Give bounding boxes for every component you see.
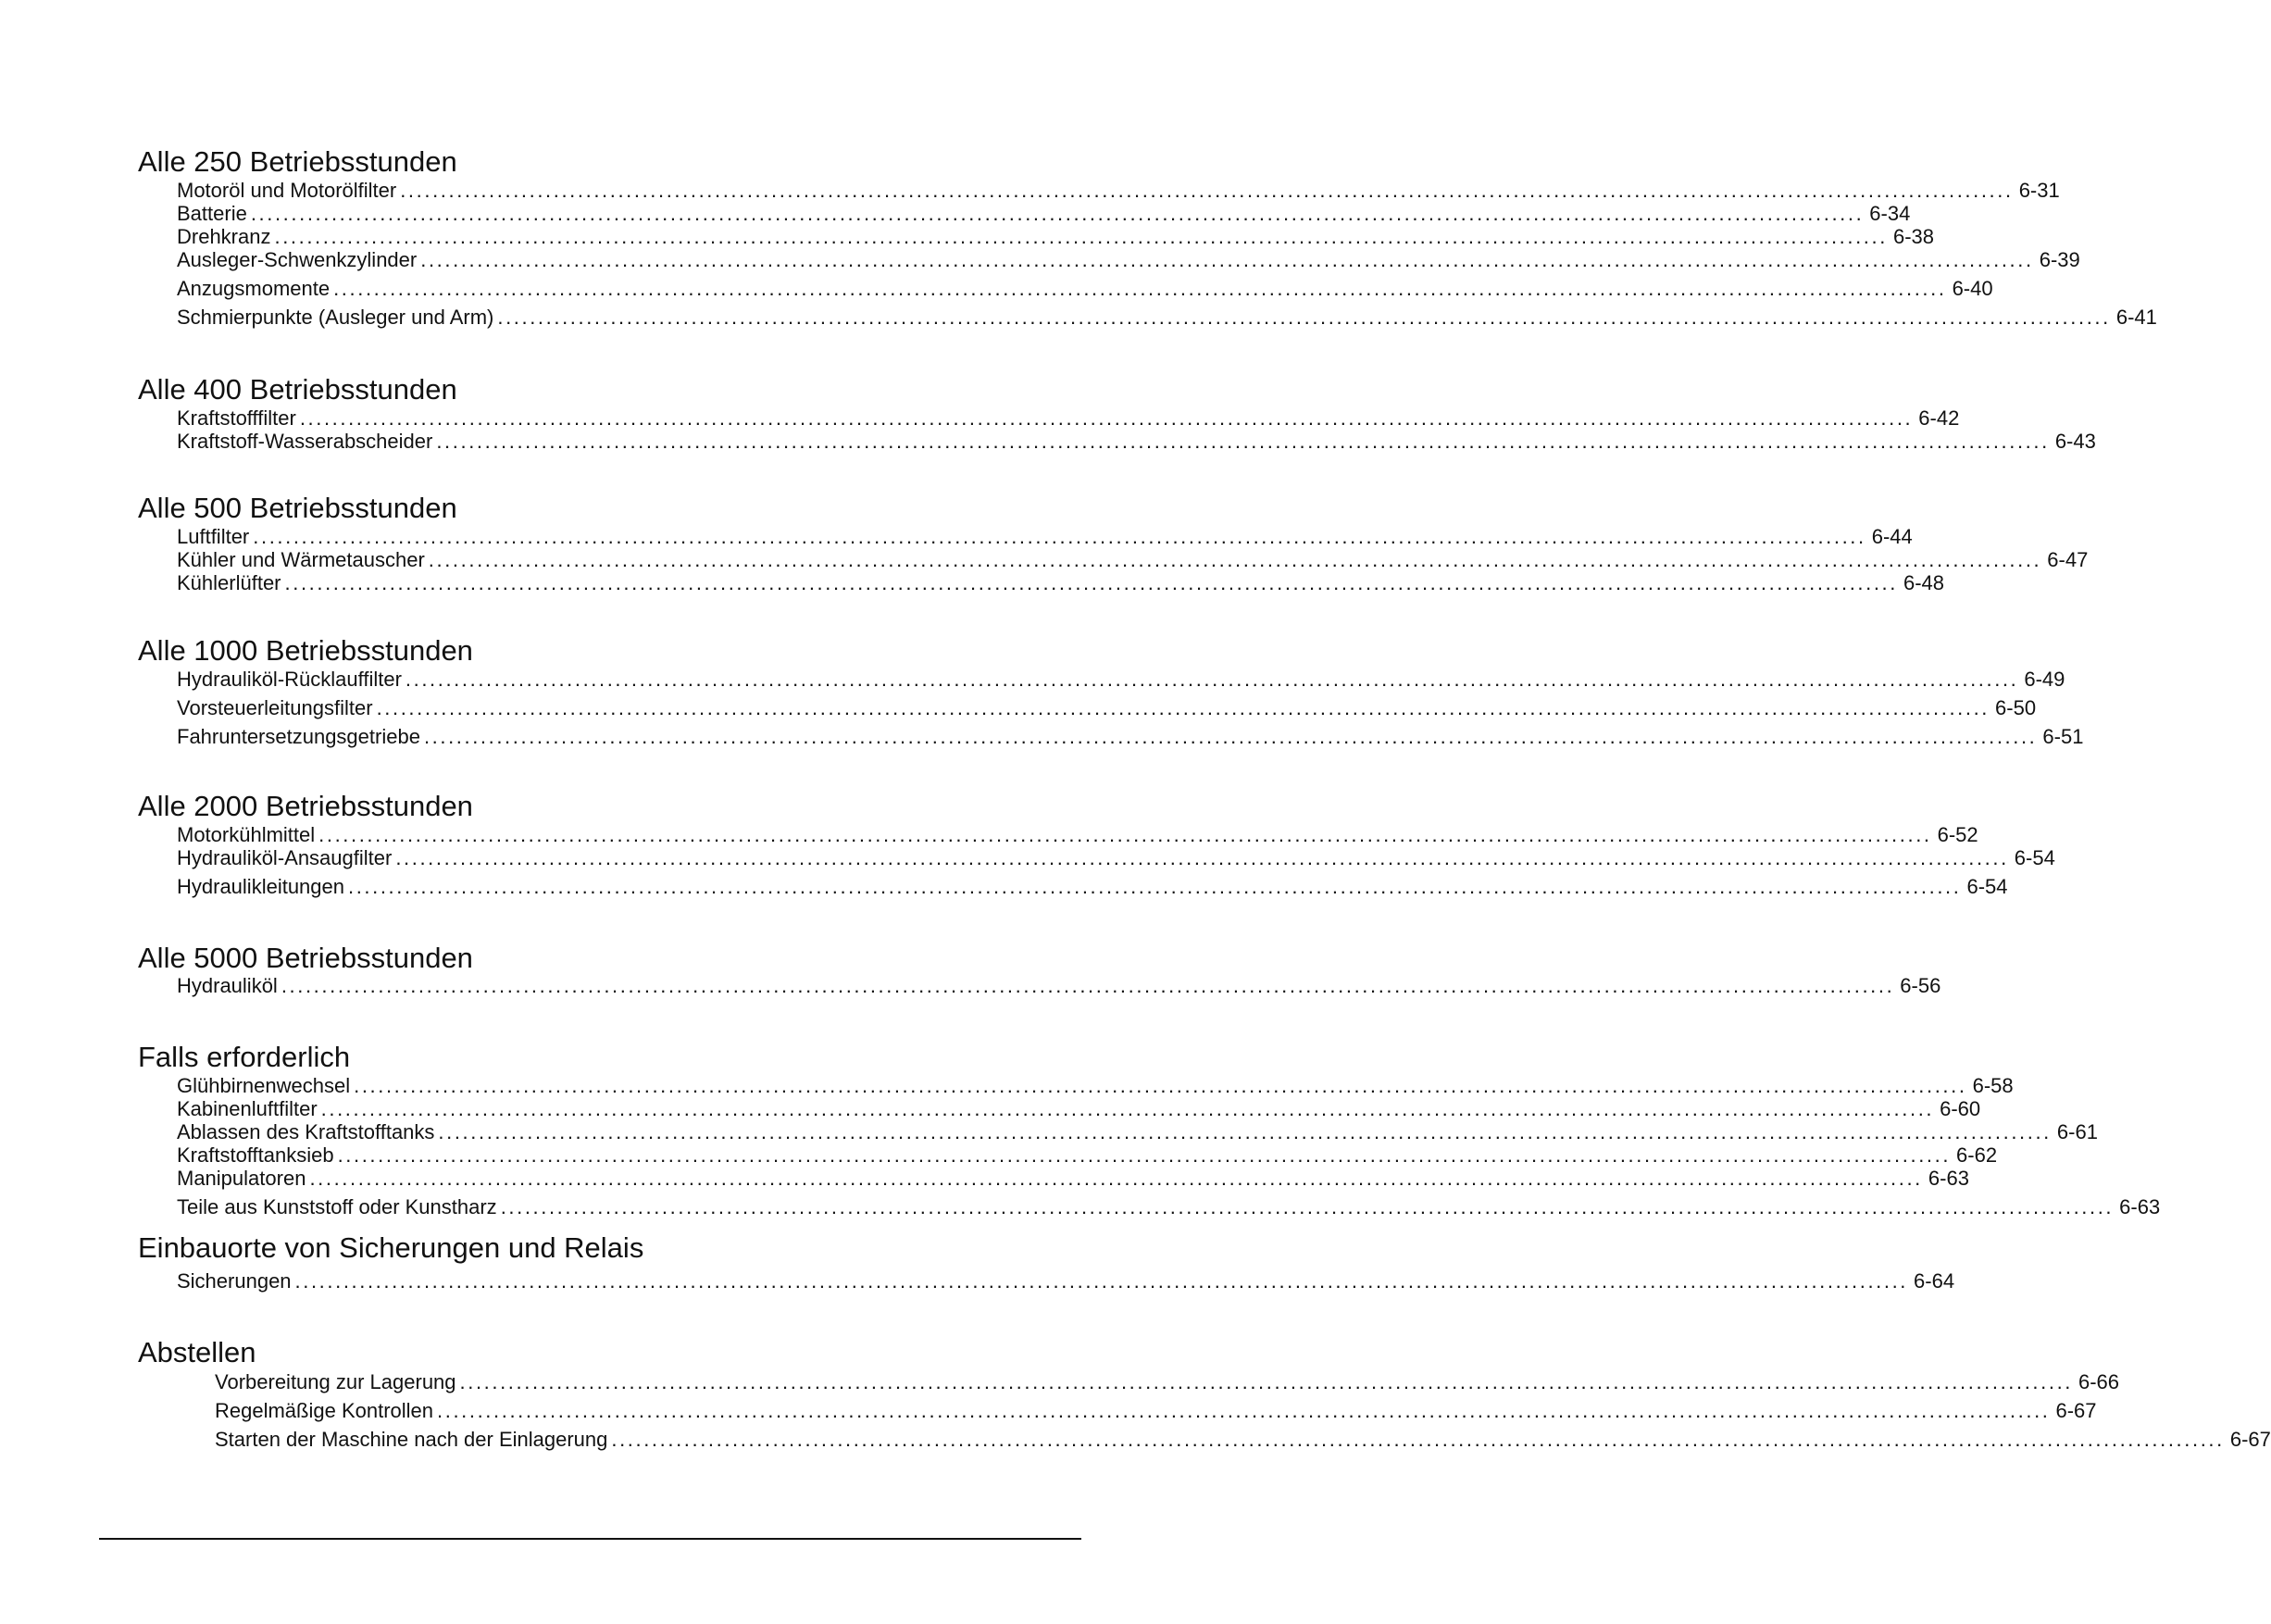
toc-entry-page: 6-31 [2018, 179, 2060, 202]
toc-entry-page: 6-50 [1995, 696, 2037, 719]
toc-entry-page: 6-38 [1892, 225, 1934, 248]
dot-leader: ........................................................................................................................................................................................................ [400, 179, 2014, 202]
toc-entry-label: Glühbirnenwechsel [177, 1074, 351, 1097]
toc-entry[interactable] [177, 1195, 2161, 1219]
toc-entry[interactable] [177, 225, 1934, 249]
toc-entry[interactable] [177, 1097, 1981, 1121]
toc-entry-page: 6-64 [1914, 1269, 1955, 1293]
toc-entry[interactable] [177, 202, 1911, 226]
toc-entry-label: Motoröl und Motorölfilter [177, 179, 397, 202]
toc-entry-label: Fahruntersetzungsgetriebe [177, 725, 420, 748]
toc-entry-label: Hydraulikleitungen [177, 875, 344, 898]
toc-entry[interactable] [215, 1399, 2097, 1423]
toc-entry-page: 6-48 [1903, 571, 1945, 594]
toc-entry[interactable] [177, 179, 2060, 203]
dot-leader: ........................................................................................................................................................................................................ [428, 548, 2042, 571]
dot-leader: ........................................................................................................................................................................................................ [337, 1143, 1952, 1167]
dot-leader: ........................................................................................................................................................................................................ [354, 1074, 1967, 1097]
dot-leader: ........................................................................................................................................................................................................ [299, 406, 1914, 430]
dot-leader: ........................................................................................................................................................................................................ [333, 277, 1947, 300]
toc-entry-label: Vorbereitung zur Lagerung [215, 1370, 456, 1393]
section-heading: Alle 2000 Betriebsstunden [138, 790, 473, 822]
dot-leader: ........................................................................................................................................................................................................ [320, 1097, 1935, 1120]
toc-entry-label: Manipulatoren [177, 1167, 306, 1190]
dot-leader: ........................................................................................................................................................................................................ [405, 668, 2019, 691]
toc-entry[interactable] [177, 525, 1913, 549]
toc-entry-page: 6-42 [1918, 406, 1960, 430]
toc-entry-page: 6-66 [2078, 1370, 2120, 1393]
toc-entry-label: Ablassen des Kraftstofftanks [177, 1120, 435, 1143]
toc-entry-label: Batterie [177, 202, 247, 225]
toc-entry-label: Kraftstofffilter [177, 406, 296, 430]
toc-entry-label: Hydrauliköl-Rücklauffilter [177, 668, 402, 691]
toc-entry-page: 6-40 [1952, 277, 1993, 300]
toc-entry[interactable] [177, 1143, 1998, 1168]
toc-entry-page: 6-47 [2047, 548, 2089, 571]
dot-leader: ........................................................................................................................................................................................................ [395, 846, 2009, 869]
toc-entry-label: Kraftstoff-Wasserabscheider [177, 430, 433, 453]
dot-leader: ........................................................................................................................................................................................................ [318, 823, 1932, 846]
toc-entry[interactable] [177, 1074, 2014, 1098]
dot-leader: ........................................................................................................................................................................................................ [438, 1120, 2052, 1143]
toc-entry[interactable] [177, 248, 2080, 272]
section-heading: Alle 400 Betriebsstunden [138, 373, 457, 406]
toc-entry-label: Regelmäßige Kontrollen [215, 1399, 434, 1422]
toc-entry[interactable] [215, 1428, 2271, 1452]
toc-entry-label: Hydrauliköl [177, 974, 278, 997]
dot-leader: ........................................................................................................................................................................................................ [294, 1269, 1909, 1293]
dot-leader: ........................................................................................................................................................................................................ [253, 525, 1866, 548]
toc-entry[interactable] [177, 1120, 2098, 1144]
toc-entry[interactable] [177, 696, 2037, 720]
toc-entry-label: Schmierpunkte (Ausleger und Arm) [177, 306, 494, 329]
dot-leader: ........................................................................................................................................................................................................ [497, 306, 2111, 329]
toc-entry-label: Ausleger-Schwenkzylinder [177, 248, 418, 271]
dot-leader: ........................................................................................................................................................................................................ [611, 1428, 2225, 1451]
toc-entry-label: Kraftstofftanksieb [177, 1143, 334, 1167]
dot-leader: ........................................................................................................................................................................................................ [348, 875, 1962, 898]
dot-leader: ........................................................................................................................................................................................................ [437, 1399, 2051, 1422]
toc-entry-label: Kühlerlüfter [177, 571, 281, 594]
toc-entry-label: Kühler und Wärmetauscher [177, 548, 425, 571]
toc-entry[interactable] [177, 875, 2008, 899]
toc-entry-page: 6-67 [2229, 1428, 2271, 1451]
toc-entry[interactable] [177, 1269, 1955, 1293]
toc-entry-page: 6-62 [1956, 1143, 1998, 1167]
toc-entry-page: 6-52 [1937, 823, 1978, 846]
section-heading: Falls erforderlich [138, 1041, 351, 1073]
toc-entry-page: 6-63 [1928, 1167, 1969, 1190]
toc-entry[interactable] [177, 974, 1941, 998]
dot-leader: ........................................................................................................................................................................................................ [436, 430, 2050, 453]
toc-entry-page: 6-60 [1940, 1097, 1981, 1120]
section-heading: Abstellen [138, 1336, 256, 1368]
section-heading: Alle 250 Betriebsstunden [138, 145, 457, 178]
toc-entry[interactable] [177, 548, 2089, 572]
toc-entry-label: Motorkühlmittel [177, 823, 316, 846]
toc-entry-label: Anzugsmomente [177, 277, 331, 300]
toc-entry[interactable] [177, 846, 2055, 870]
toc-entry-page: 6-54 [1966, 875, 2008, 898]
toc-entry-page: 6-44 [1871, 525, 1913, 548]
toc-entry-page: 6-54 [2014, 846, 2055, 869]
toc-entry[interactable] [177, 668, 2065, 692]
toc-entry-label: Starten der Maschine nach der Einlagerung [215, 1428, 608, 1451]
section-heading: Einbauorte von Sicherungen und Relais [138, 1231, 644, 1264]
toc-entry[interactable] [177, 571, 1945, 595]
dot-leader: ........................................................................................................................................................................................................ [284, 571, 1898, 594]
dot-leader: ........................................................................................................................................................................................................ [309, 1167, 1923, 1190]
toc-entry[interactable] [177, 277, 1993, 301]
toc-entry-page: 6-41 [2115, 306, 2157, 329]
toc-entry-label: Hydrauliköl-Ansaugfilter [177, 846, 393, 869]
toc-entry[interactable] [177, 1167, 1969, 1191]
dot-leader: ........................................................................................................................................................................................................ [250, 202, 1865, 225]
toc-entry-page: 6-56 [1900, 974, 1941, 997]
toc-entry[interactable] [177, 725, 2084, 749]
toc-entry[interactable] [177, 306, 2157, 330]
dot-leader: ........................................................................................................................................................................................................ [281, 974, 1895, 997]
toc-entry[interactable] [177, 823, 1978, 847]
dot-leader: ........................................................................................................................................................................................................ [423, 725, 2038, 748]
dot-leader: ........................................................................................................................................................................................................ [500, 1195, 2115, 1218]
toc-entry-label: Luftfilter [177, 525, 250, 548]
toc-entry-page: 6-61 [2056, 1120, 2098, 1143]
toc-entry-page: 6-34 [1869, 202, 1911, 225]
toc-entry-page: 6-49 [2024, 668, 2065, 691]
section-heading: Alle 500 Betriebsstunden [138, 492, 457, 524]
toc-entry-label: Drehkranz [177, 225, 271, 248]
dot-leader: ........................................................................................................................................................................................................ [459, 1370, 2073, 1393]
toc-entry-label: Teile aus Kunststoff oder Kunstharz [177, 1195, 497, 1218]
dot-leader: ........................................................................................................................................................................................................ [274, 225, 1888, 248]
section-heading: Alle 5000 Betriebsstunden [138, 942, 473, 974]
toc-entry[interactable] [177, 430, 2096, 454]
toc-entry-page: 6-43 [2054, 430, 2096, 453]
toc-entry-page: 6-39 [2039, 248, 2080, 271]
toc-entry-label: Sicherungen [177, 1269, 292, 1293]
footer-rule [99, 1538, 1081, 1540]
toc-entry-page: 6-67 [2055, 1399, 2097, 1422]
dot-leader: ........................................................................................................................................................................................................ [376, 696, 1990, 719]
dot-leader: ........................................................................................................................................................................................................ [420, 248, 2034, 271]
toc-entry-page: 6-63 [2119, 1195, 2161, 1218]
toc-entry-page: 6-51 [2042, 725, 2084, 748]
toc-entry[interactable] [177, 406, 1960, 431]
toc-entry-label: Kabinenluftfilter [177, 1097, 318, 1120]
section-heading: Alle 1000 Betriebsstunden [138, 634, 473, 667]
toc-entry-label: Vorsteuerleitungsfilter [177, 696, 373, 719]
toc-entry[interactable] [215, 1370, 2120, 1394]
toc-entry-page: 6-58 [1972, 1074, 2014, 1097]
